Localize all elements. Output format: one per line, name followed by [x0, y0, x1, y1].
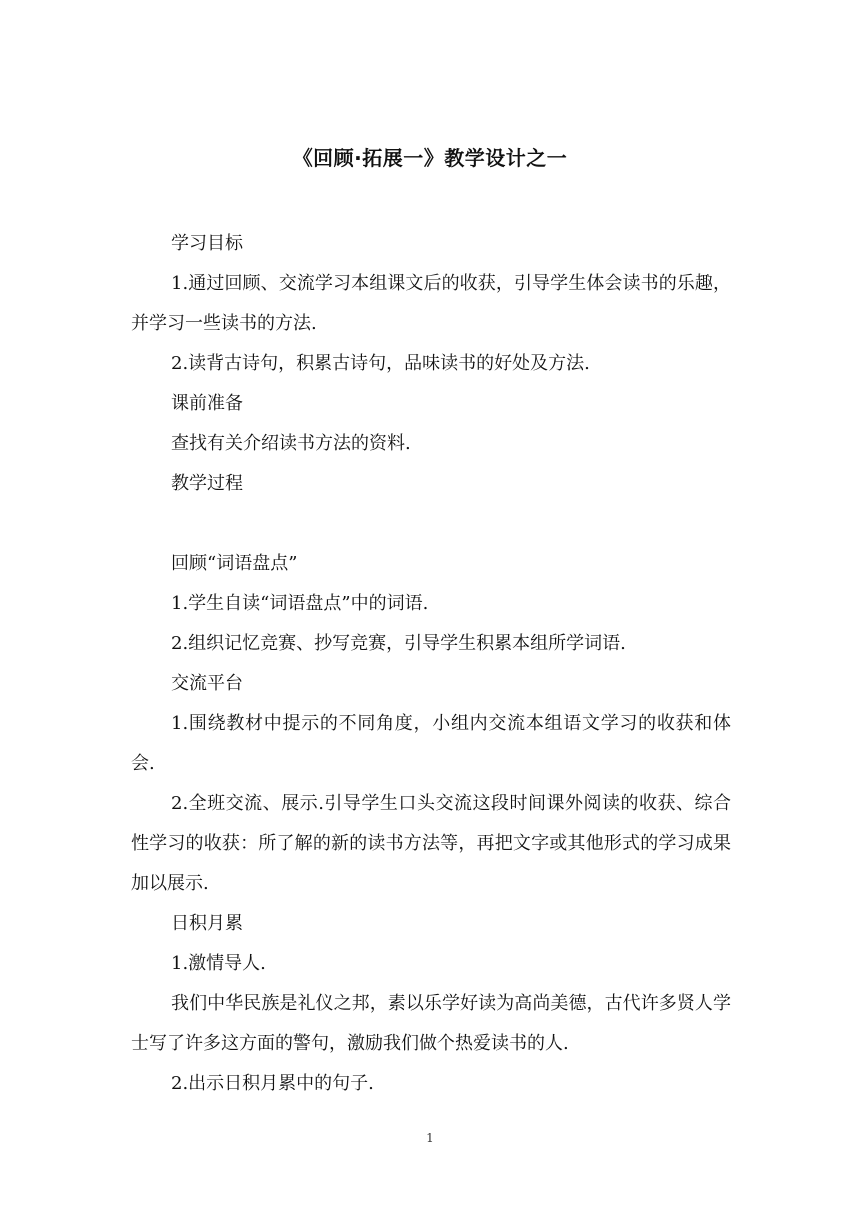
- document-title: 《回顾·拓展一》教学设计之一: [292, 146, 568, 170]
- paragraph: 2.全班交流、展示.引导学生口头交流这段时间课外阅读的收获、综合性学习的收获：所了解的新的读书方法等，再把文字或其他形式的学习成果加以展示.: [131, 793, 731, 894]
- paragraph: 2.组织记忆竞赛、抄写竞赛，引导学生积累本组所学词语.: [171, 633, 626, 654]
- paragraph: 我们中华民族是礼仪之邦，素以乐学好读为高尚美德，古代许多贤人学士写了许多这方面的警句，激励我们做个热爱读书的人.: [131, 993, 731, 1054]
- section-heading-exchange-platform: 交流平台: [171, 673, 243, 694]
- section-heading-teaching-process: 教学过程: [171, 473, 243, 494]
- section-heading-learning-goals: 学习目标: [171, 233, 243, 254]
- paragraph: 1.通过回顾、交流学习本组课文后的收获，引导学生体会读书的乐趣，并学习一些读书的方法.: [131, 273, 731, 334]
- paragraph: 2.读背古诗句，积累古诗句，品味读书的好处及方法.: [171, 353, 590, 374]
- paragraph: 查找有关介绍读书方法的资料.: [171, 433, 411, 454]
- blank-line: [131, 504, 731, 544]
- page-number: 1: [426, 1131, 434, 1145]
- section-heading-vocabulary-review: 回顾“词语盘点”: [171, 553, 298, 574]
- paragraph: 1.围绕教材中提示的不同角度，小组内交流本组语文学习的收获和体会.: [131, 713, 731, 774]
- paragraph: 2.出示日积月累中的句子.: [171, 1073, 374, 1094]
- section-heading-daily-accumulation: 日积月累: [171, 913, 243, 934]
- section-heading-preparation: 课前准备: [171, 393, 243, 414]
- paragraph: 1.学生自读“词语盘点”中的词语.: [171, 593, 429, 614]
- paragraph: 1.激情导人.: [171, 953, 266, 974]
- document-body: [131, 224, 731, 1104]
